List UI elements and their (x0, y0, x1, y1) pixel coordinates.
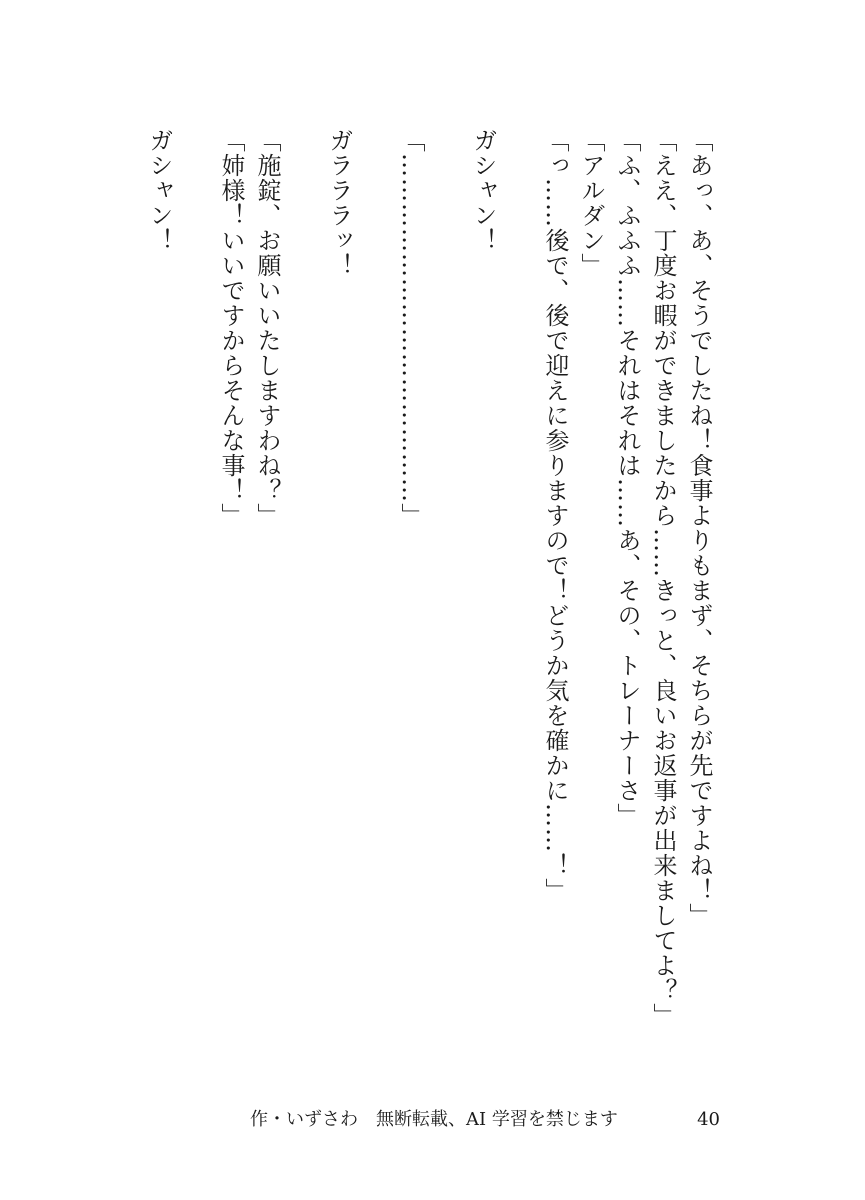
text-line: 「あっ、あ、そうでしたね！食事よりもまず、そちらが先ですよね！」 (685, 128, 713, 928)
text-line: 「っ……後で、後で迎えに参りますので！どうか気を確かに……！」 (541, 128, 569, 903)
text-line: 「ええ、丁度お暇ができましたから……きっと、良いお返事が出来ましてよ？」 (649, 128, 677, 1028)
text-line: ガシャン！ (145, 128, 173, 253)
author-credit: 作・いずさわ 無断転載、AI 学習を禁じます (250, 1109, 618, 1130)
text-line: ガラララッ！ (325, 128, 353, 278)
text-line (501, 128, 537, 998)
page-number: 40 (697, 1109, 720, 1130)
text-line (177, 128, 213, 998)
text-line: 「アルダン」 (577, 128, 605, 278)
vertical-text-body (141, 128, 717, 1028)
text-line (285, 128, 321, 998)
text-line (429, 128, 465, 998)
text-line: 「姉様！いいですからそんな事！」 (217, 128, 245, 528)
text-line: 「……………………………………」 (397, 128, 425, 528)
text-line: ガシャン！ (469, 128, 497, 253)
text-line (357, 128, 393, 998)
text-line: 「ふ、ふふふ……それはそれは……あ、その、トレーナーさ」 (613, 128, 641, 828)
text-line: 「施錠、お願いいたしますわね？」 (253, 128, 281, 528)
